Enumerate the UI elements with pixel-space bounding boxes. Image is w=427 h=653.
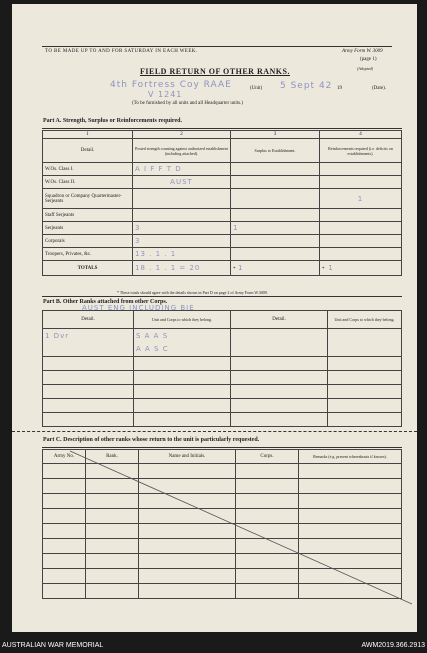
year-label: 19 xyxy=(337,86,342,91)
diagonal-strike-line xyxy=(12,4,417,632)
part-b-col-unit-1: Unit and Corps to which they belong. xyxy=(134,311,231,329)
row-label-totals: TOTALS xyxy=(43,261,133,276)
handwritten-troopers: 13 . 1 . 1 xyxy=(135,250,177,258)
col-header-surplus: Surplus to Establishment. xyxy=(231,139,320,163)
furnished-note: (To be furnished by all units and all Headquarter units.) xyxy=(132,101,244,106)
unit-label: (Unit) xyxy=(250,86,263,91)
row-label-cqms: Squadron or Company Quartermaster-Serjeants xyxy=(43,189,133,209)
handwritten-part-b-detail: 1 Dvr xyxy=(45,331,70,340)
handwritten-unit-ref: V 1241 xyxy=(148,90,183,99)
col-number-4: 4 xyxy=(320,131,402,139)
part-b-col-detail-2: Detail. xyxy=(231,311,328,329)
handwritten-reinf-totals: 1 xyxy=(328,264,334,272)
handwritten-corporals: 3 xyxy=(135,237,141,245)
handwritten-unit: 4th Fortress Coy RAAE xyxy=(110,80,232,90)
row-label-staff-sgt: Staff Serjeants xyxy=(43,209,133,222)
row-label-troopers: Troopers, Privates, &c. xyxy=(43,248,133,261)
part-c-col-remarks: Remarks (e.g. present whereabouts if known). xyxy=(299,450,402,464)
handwritten-part-b-corps2: A A S C xyxy=(136,345,169,354)
form-page-number: (page 1) xyxy=(360,57,377,62)
page-title: FIELD RETURN OF OTHER RANKS. xyxy=(140,67,290,76)
form-adopted: (Adopted) xyxy=(357,66,373,71)
handwritten-totals: 18 . 1 . 1 = 20 xyxy=(135,264,201,272)
date-label: (Date). xyxy=(372,86,387,91)
footer-archive-name: AUSTRALIAN WAR MEMORIAL xyxy=(2,642,104,649)
handwritten-aust: AUST xyxy=(170,178,193,186)
form-page xyxy=(12,4,417,632)
handwritten-aif-ftd: A I F F T D xyxy=(135,165,182,173)
handwritten-part-b-unit: AUST ENG INCLUDING BIE xyxy=(82,304,195,312)
part-a-footnote: * These totals should agree with the details shown in Part D on page 2 of Army Form W.3009. xyxy=(117,290,268,295)
col-number-3: 3 xyxy=(231,131,320,139)
archive-footer xyxy=(0,640,427,653)
part-c-col-rank: Rank. xyxy=(86,450,139,464)
form-instruction: TO BE MADE UP TO AND FOR SATURDAY IN EACH WEEK. xyxy=(45,49,198,54)
form-id: Army Form W. 3009 xyxy=(342,49,383,54)
handwritten-surplus-sergeants: 1 xyxy=(233,224,239,232)
part-b-col-detail-1: Detail. xyxy=(43,311,134,329)
part-a-heading: Part A. Strength, Surplus or Reinforcements required. xyxy=(43,118,182,124)
handwritten-date: 5 Sept 42 xyxy=(280,81,333,91)
col-number-1: 1 xyxy=(43,131,133,139)
handwritten-part-b-corps1: S A A S xyxy=(136,331,169,340)
footer-archive-id: AWM2019.366.2913 xyxy=(361,642,425,649)
col-header-posted: Posted strength counting against authorized establishment (including attached). xyxy=(133,139,231,163)
part-c-col-army-no: Army No. xyxy=(43,450,86,464)
part-a-table: 1 2 3 4 Detail. Posted strength counting against authorized establishment (including attached). Surplus to Establishment. Reinforcements required (i.e. deficits on establishments). W.Os. Class I. A I F F T D W.Os. Class II. AUST Squadron or Company Quartermaster-Serjeants 1 Staff Serjeants Serjeants 3 1 Corporals 3 Troopers, Privates, &c. 13 . 1 . 1 TOTALS 18 . 1 . 1 = 20 * 1 * 1 xyxy=(42,130,402,276)
part-c-heading: Part C. Description of other ranks whose return to the unit is particularly requested. xyxy=(43,437,260,443)
col-number-2: 2 xyxy=(133,131,231,139)
handwritten-reinf-squadron: 1 xyxy=(357,194,364,203)
row-label-wo2: W.Os. Class II. xyxy=(43,176,133,189)
part-b-heading: Part B. Other Ranks attached from other Corps. xyxy=(43,299,168,305)
row-label-wo1: W.Os. Class I. xyxy=(43,163,133,176)
row-label-sgt: Serjeants xyxy=(43,222,133,235)
part-c-col-corps: Corps. xyxy=(236,450,299,464)
col-header-detail: Detail. xyxy=(43,139,133,163)
handwritten-sergeants: 3 xyxy=(135,224,141,232)
part-c-col-name: Name and Initials. xyxy=(139,450,236,464)
handwritten-surplus-totals: 1 xyxy=(238,264,244,272)
part-b-col-unit-2: Unit and Corps to which they belong. xyxy=(328,311,402,329)
row-label-cpl: Corporals xyxy=(43,235,133,248)
col-header-reinforcements: Reinforcements required (i.e. deficits on establishments). xyxy=(320,139,402,163)
